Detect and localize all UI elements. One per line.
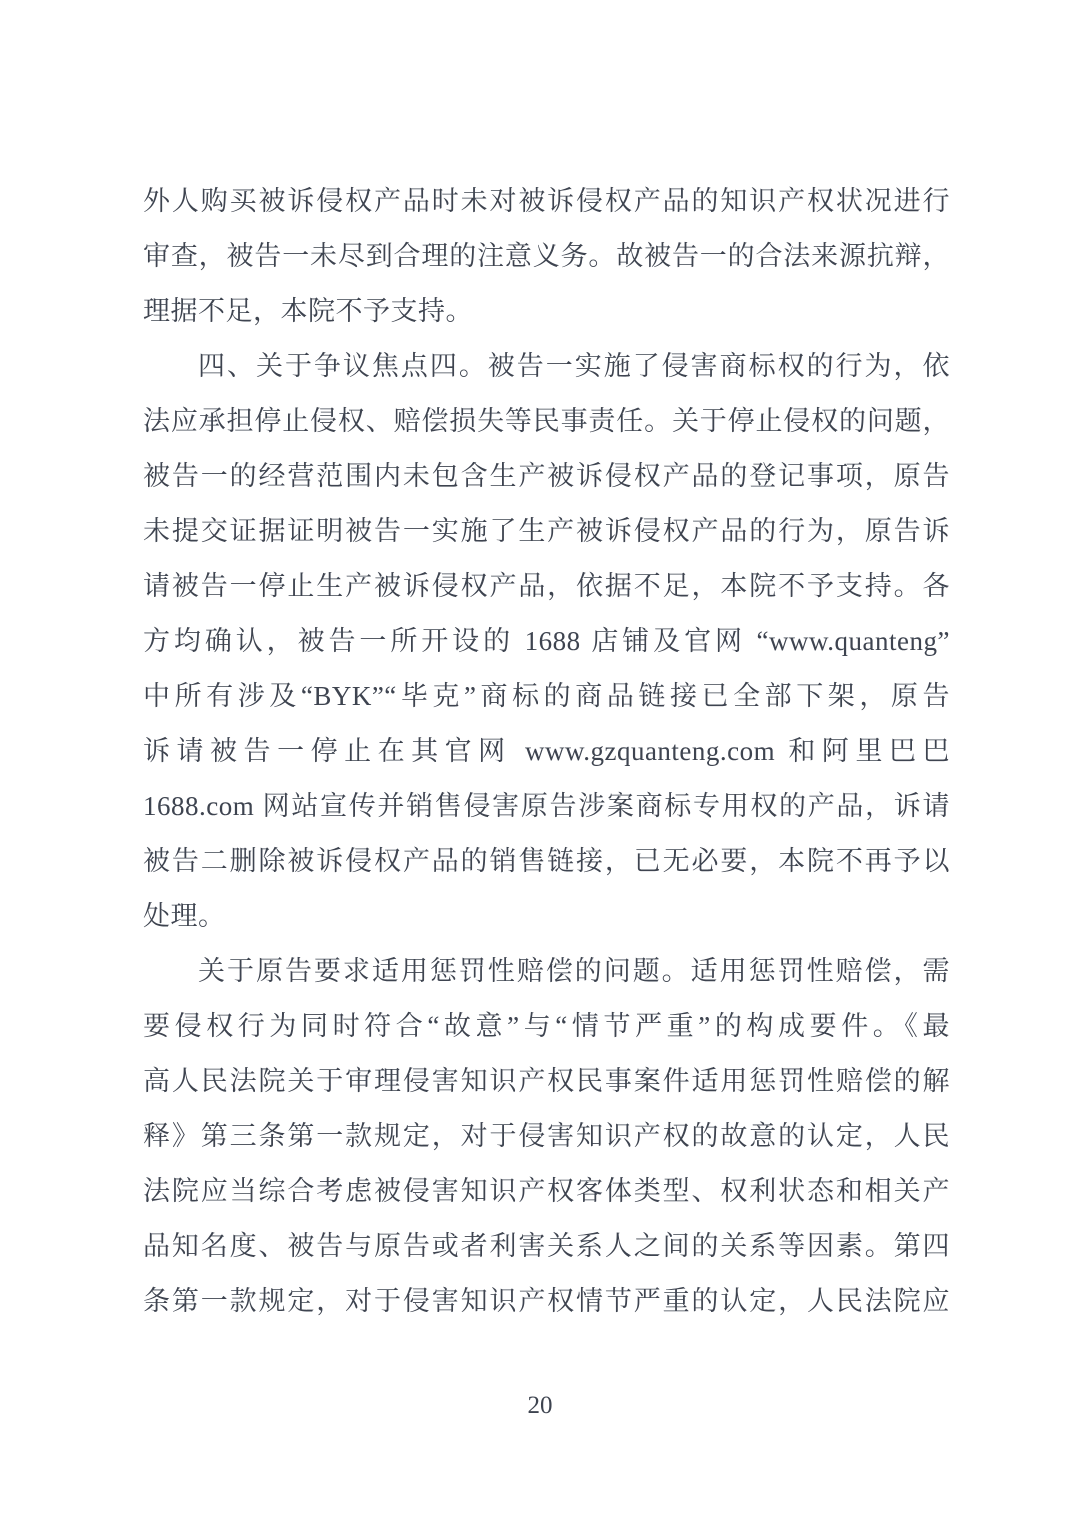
text-line: 方均确认，被告一所开设的 1688 店铺及官网 “www.quanteng”: [143, 626, 950, 656]
text-line: 诉请被告一停止在其官网 www.gzquanteng.com 和阿里巴巴: [143, 736, 950, 766]
text-line: 被告二删除被诉侵权产品的销售链接，已无必要，本院不再予以: [143, 846, 950, 876]
text-line: 请被告一停止生产被诉侵权产品，依据不足，本院不予支持。各: [143, 571, 950, 601]
text-line: 审查，被告一未尽到合理的注意义务。故被告一的合法来源抗辩，: [143, 241, 950, 271]
text-line: 被告一的经营范围内未包含生产被诉侵权产品的登记事项，原告: [143, 461, 950, 491]
text-column: [143, 174, 950, 1329]
text-line: 释》第三条第一款规定，对于侵害知识产权的故意的认定，人民: [143, 1121, 950, 1151]
text-line: 高人民法院关于审理侵害知识产权民事案件适用惩罚性赔偿的解: [143, 1066, 950, 1096]
page-number: 20: [527, 1392, 553, 1419]
text-line: 品知名度、被告与原告或者利害关系人之间的关系等因素。第四: [143, 1231, 950, 1261]
text-line: 理据不足，本院不予支持。: [143, 296, 473, 326]
text-line: 未提交证据证明被告一实施了生产被诉侵权产品的行为，原告诉: [143, 516, 950, 546]
text-line: 1688.com 网站宣传并销售侵害原告涉案商标专用权的产品，诉请: [143, 791, 950, 821]
text-line: 法院应当综合考虑被侵害知识产权客体类型、权利状态和相关产: [143, 1176, 950, 1206]
text-line: 要侵权行为同时符合“故意”与“情节严重”的构成要件。《最: [143, 1011, 950, 1041]
text-line: 条第一款规定，对于侵害知识产权情节严重的认定，人民法院应: [143, 1286, 950, 1316]
text-line: 处理。: [143, 901, 226, 931]
text-line: 关于原告要求适用惩罚性赔偿的问题。适用惩罚性赔偿，需: [198, 956, 950, 986]
text-line: 四、关于争议焦点四。被告一实施了侵害商标权的行为，依: [198, 351, 950, 381]
text-line: 中所有涉及“BYK”“毕克”商标的商品链接已全部下架，原告: [143, 681, 950, 711]
text-line: 外人购买被诉侵权产品时未对被诉侵权产品的知识产权状况进行: [143, 186, 950, 216]
text-line: 法应承担停止侵权、赔偿损失等民事责任。关于停止侵权的问题，: [143, 406, 950, 436]
